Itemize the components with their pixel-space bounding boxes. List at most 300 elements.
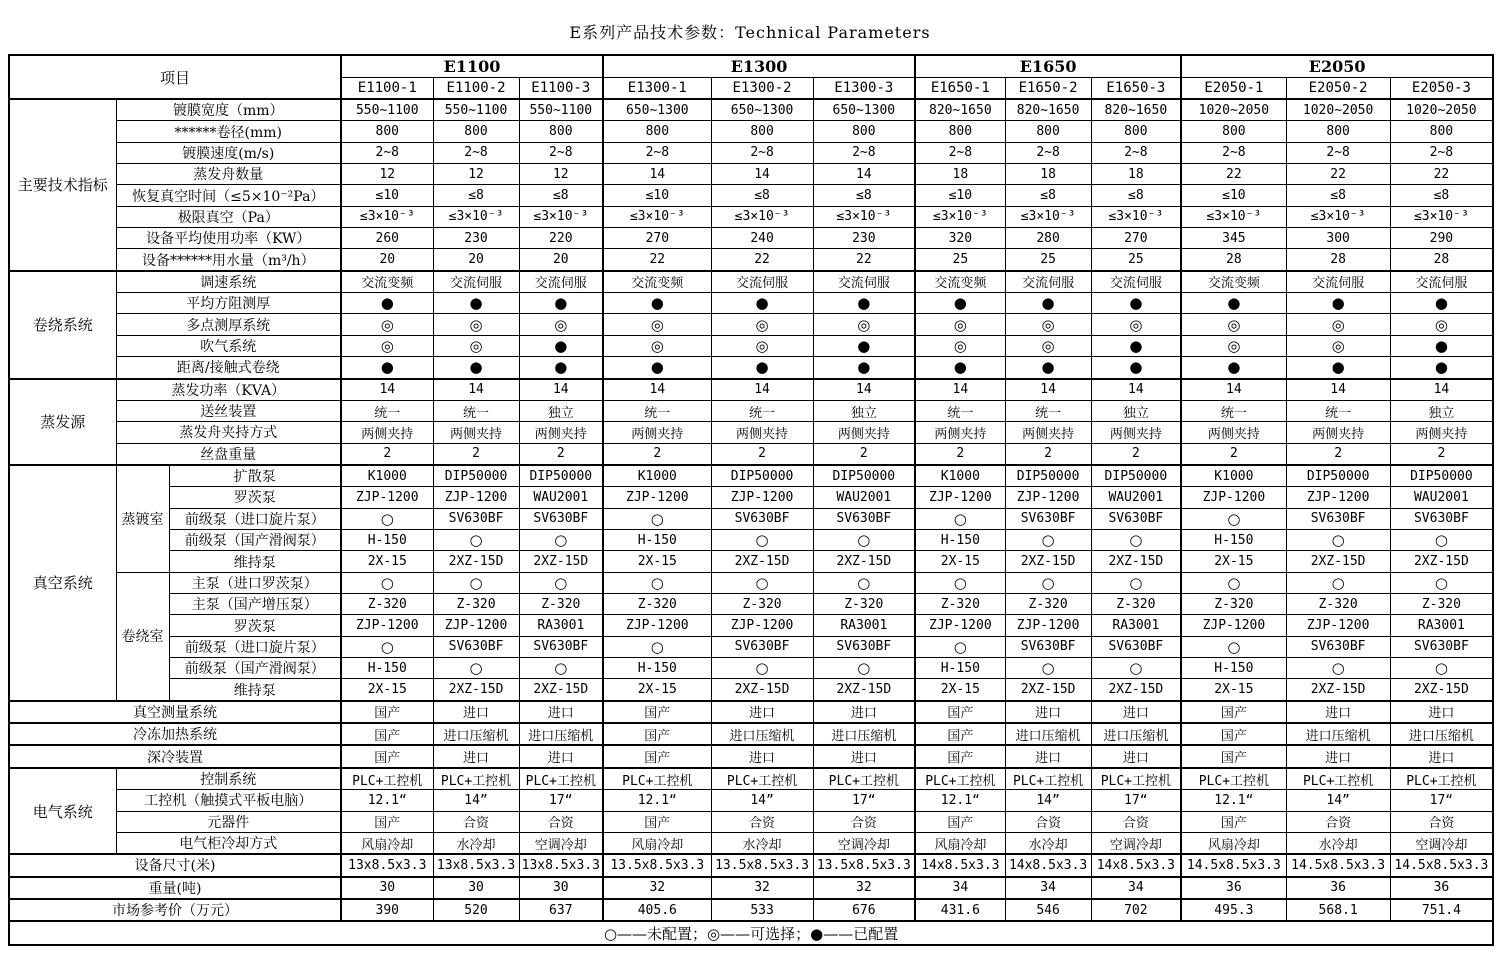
cell-value: 国产 [1181, 723, 1286, 745]
cell-value: 2 [915, 443, 1005, 465]
cell-value: ◎ [1286, 314, 1390, 335]
cell-value: 800 [813, 121, 915, 142]
cell-value: 20 [519, 249, 603, 271]
cell-value: 405.6 [603, 899, 711, 921]
cell-value: 14 [813, 379, 915, 401]
cell-value: 两侧夹持 [711, 422, 813, 443]
cell-value: ZJP-1200 [711, 615, 813, 636]
cell-value: 25 [1005, 249, 1091, 271]
cell-value: K1000 [1181, 465, 1286, 487]
cell-value: SV630BF [433, 508, 519, 529]
cell-value: 2XZ-15D [1390, 551, 1493, 572]
cell-value: 国产 [1181, 701, 1286, 723]
cell-value: ≤8 [813, 185, 915, 206]
cell-value: 12.1“ [915, 790, 1005, 811]
cell-value: PLC+工控机 [1390, 768, 1493, 790]
cell-value: 14 [1286, 379, 1390, 401]
series-header: E1300 [603, 55, 915, 77]
cell-value: ● [1091, 357, 1181, 379]
cell-value: ≤3×10⁻³ [433, 206, 519, 227]
model-header: E1300-1 [603, 77, 711, 99]
row-label: 维持泵 [169, 551, 341, 572]
row-label: 真空测量系统 [9, 701, 341, 723]
cell-value: 交流伺服 [813, 271, 915, 293]
model-header: E2050-2 [1286, 77, 1390, 99]
cell-value: ZJP-1200 [603, 615, 711, 636]
cell-value: ◎ [1091, 314, 1181, 335]
cell-value: ◎ [915, 335, 1005, 356]
cell-value: 两侧夹持 [1390, 422, 1493, 443]
cell-value: 国产 [915, 723, 1005, 745]
cell-value: H-150 [915, 529, 1005, 550]
cell-value: ● [433, 293, 519, 314]
cell-value: 2XZ-15D [711, 679, 813, 701]
cell-value: SV630BF [1091, 508, 1181, 529]
row-label: 深冷装置 [9, 745, 341, 767]
cell-value: 14 [341, 379, 433, 401]
cell-value: ≤3×10⁻³ [711, 206, 813, 227]
subsection-label: 卷绕室 [116, 572, 169, 701]
cell-value: SV630BF [813, 636, 915, 657]
cell-value: 风扇冷却 [603, 832, 711, 854]
cell-value: 2 [433, 443, 519, 465]
cell-value: RA3001 [1390, 615, 1493, 636]
cell-value: ◎ [603, 314, 711, 335]
cell-value: 国产 [915, 811, 1005, 832]
cell-value: 进口压缩机 [1390, 723, 1493, 745]
cell-value: 300 [1286, 228, 1390, 249]
cell-value: 2~8 [519, 142, 603, 163]
cell-value: 合资 [1005, 811, 1091, 832]
model-header: E1300-3 [813, 77, 915, 99]
cell-value: 2XZ-15D [711, 551, 813, 572]
cell-value: 20 [433, 249, 519, 271]
cell-value: 550~1100 [341, 99, 433, 121]
cell-value: 2 [519, 443, 603, 465]
cell-value: ● [711, 293, 813, 314]
model-header: E1650-1 [915, 77, 1005, 99]
model-header: E1650-2 [1005, 77, 1091, 99]
cell-value: ○ [341, 508, 433, 529]
row-label: 元器件 [116, 811, 341, 832]
cell-value: 2XZ-15D [1091, 551, 1181, 572]
cell-value: 230 [433, 228, 519, 249]
cell-value: 统一 [1286, 400, 1390, 421]
cell-value: 800 [711, 121, 813, 142]
cell-value: 空调冷却 [813, 832, 915, 854]
cell-value: 17“ [1091, 790, 1181, 811]
cell-value: ○ [915, 508, 1005, 529]
cell-value: 2X-15 [341, 551, 433, 572]
row-label: 前级泵（进口旋片泵） [169, 508, 341, 529]
cell-value: ● [1091, 335, 1181, 356]
cell-value: SV630BF [1390, 636, 1493, 657]
cell-value: ZJP-1200 [341, 487, 433, 508]
cell-value: 13x8.5x3.3 [341, 854, 433, 876]
cell-value: ○ [915, 636, 1005, 657]
row-label: 控制系统 [116, 768, 341, 790]
cell-value: 统一 [711, 400, 813, 421]
row-label: 平均方阻测厚 [116, 293, 341, 314]
cell-value: 合资 [711, 811, 813, 832]
cell-value: PLC+工控机 [915, 768, 1005, 790]
cell-value: 进口 [1091, 701, 1181, 723]
cell-value: 22 [813, 249, 915, 271]
cell-value: 风扇冷却 [915, 832, 1005, 854]
cell-value: 30 [341, 877, 433, 899]
cell-value: SV630BF [1286, 636, 1390, 657]
cell-value: 751.4 [1390, 899, 1493, 921]
cell-value: H-150 [341, 529, 433, 550]
cell-value: Z-320 [1091, 594, 1181, 615]
cell-value: SV630BF [711, 508, 813, 529]
cell-value: ○ [603, 572, 711, 593]
cell-value: ≤8 [711, 185, 813, 206]
cell-value: H-150 [341, 658, 433, 679]
cell-value: SV630BF [1286, 508, 1390, 529]
cell-value: 交流伺服 [1286, 271, 1390, 293]
cell-value: 两侧夹持 [433, 422, 519, 443]
cell-value: 25 [1091, 249, 1181, 271]
cell-value: 25 [915, 249, 1005, 271]
cell-value: 14 [603, 379, 711, 401]
cell-value: 交流伺服 [1005, 271, 1091, 293]
cell-value: 390 [341, 899, 433, 921]
cell-value: DIP50000 [813, 465, 915, 487]
cell-value: 2 [1286, 443, 1390, 465]
parameters-table [8, 54, 1494, 946]
cell-value: ● [1390, 335, 1493, 356]
cell-value: SV630BF [1091, 636, 1181, 657]
cell-value: ● [433, 357, 519, 379]
cell-value: 32 [711, 877, 813, 899]
cell-value: 进口 [519, 701, 603, 723]
cell-value: 650~1300 [603, 99, 711, 121]
cell-value: ZJP-1200 [1005, 487, 1091, 508]
cell-value: 13.5x8.5x3.3 [813, 854, 915, 876]
row-label: 前级泵（国产滑阀泵） [169, 658, 341, 679]
cell-value: 1020~2050 [1286, 99, 1390, 121]
cell-value: 22 [1286, 164, 1390, 185]
cell-value: 进口 [1286, 745, 1390, 767]
cell-value: 14.5x8.5x3.3 [1181, 854, 1286, 876]
row-label: 极限真空（Pa） [116, 206, 341, 227]
row-label: 镀膜宽度（mm） [116, 99, 341, 121]
cell-value: 国产 [603, 723, 711, 745]
series-header: E1650 [915, 55, 1181, 77]
cell-value: 两侧夹持 [1181, 422, 1286, 443]
cell-value: 14 [519, 379, 603, 401]
cell-value: 14x8.5x3.3 [1005, 854, 1091, 876]
row-label: 镀膜速度(m/s) [116, 142, 341, 163]
cell-value: 32 [603, 877, 711, 899]
row-label: 蒸发舟数量 [116, 164, 341, 185]
cell-value: ○ [603, 636, 711, 657]
cell-value: 260 [341, 228, 433, 249]
cell-value: 290 [1390, 228, 1493, 249]
cell-value: ○ [1005, 529, 1091, 550]
cell-value: WAU2001 [813, 487, 915, 508]
cell-value: ◎ [433, 314, 519, 335]
cell-value: 18 [915, 164, 1005, 185]
cell-value: 30 [433, 877, 519, 899]
cell-value: ● [1286, 293, 1390, 314]
cell-value: 2XZ-15D [813, 679, 915, 701]
cell-value: ● [813, 357, 915, 379]
cell-value: ◎ [1181, 335, 1286, 356]
cell-value: 空调冷却 [1091, 832, 1181, 854]
cell-value: 统一 [915, 400, 1005, 421]
cell-value: 进口 [711, 701, 813, 723]
row-label: 罗茨泵 [169, 487, 341, 508]
cell-value: 2XZ-15D [1390, 679, 1493, 701]
cell-value: 2~8 [1390, 142, 1493, 163]
cell-value: SV630BF [519, 508, 603, 529]
cell-value: 交流变频 [603, 271, 711, 293]
cell-value: DIP50000 [1286, 465, 1390, 487]
cell-value: 32 [813, 877, 915, 899]
cell-value: 270 [603, 228, 711, 249]
cell-value: 14 [711, 379, 813, 401]
cell-value: 国产 [603, 701, 711, 723]
cell-value: 进口压缩机 [433, 723, 519, 745]
cell-value: ZJP-1200 [915, 487, 1005, 508]
cell-value: ○ [1390, 529, 1493, 550]
cell-value: ◎ [341, 335, 433, 356]
cell-value: 独立 [1091, 400, 1181, 421]
cell-value: ○ [1091, 529, 1181, 550]
cell-value: 2X-15 [1181, 551, 1286, 572]
row-label: 工控机（触摸式平板电脑） [116, 790, 341, 811]
cell-value: 2X-15 [603, 551, 711, 572]
cell-value: 13.5x8.5x3.3 [603, 854, 711, 876]
cell-value: ○ [711, 529, 813, 550]
cell-value: H-150 [1181, 529, 1286, 550]
cell-value: ● [1390, 293, 1493, 314]
cell-value: PLC+工控机 [1286, 768, 1390, 790]
cell-value: PLC+工控机 [519, 768, 603, 790]
cell-value: ≤8 [1091, 185, 1181, 206]
cell-value: 28 [1390, 249, 1493, 271]
cell-value: ○ [1390, 658, 1493, 679]
legend-text: ○——未配置；◎——可选择；●——已配置 [9, 921, 1493, 945]
cell-value: 2XZ-15D [1286, 679, 1390, 701]
cell-value: ● [1286, 357, 1390, 379]
cell-value: 两侧夹持 [603, 422, 711, 443]
cell-value: 国产 [603, 811, 711, 832]
cell-value: 280 [1005, 228, 1091, 249]
cell-value: ZJP-1200 [341, 615, 433, 636]
cell-value: 533 [711, 899, 813, 921]
cell-value: 676 [813, 899, 915, 921]
cell-value: 水冷却 [1286, 832, 1390, 854]
cell-value: ◎ [1390, 314, 1493, 335]
cell-value: ◎ [341, 314, 433, 335]
cell-value: ≤3×10⁻³ [519, 206, 603, 227]
cell-value: Z-320 [603, 594, 711, 615]
cell-value: 820~1650 [915, 99, 1005, 121]
cell-value: 2 [813, 443, 915, 465]
cell-value: 统一 [1005, 400, 1091, 421]
cell-value: 国产 [1181, 745, 1286, 767]
cell-value: 800 [1005, 121, 1091, 142]
cell-value: Z-320 [1286, 594, 1390, 615]
cell-value: 34 [1005, 877, 1091, 899]
cell-value: 12.1“ [603, 790, 711, 811]
cell-value: ZJP-1200 [1286, 615, 1390, 636]
cell-value: 合资 [1390, 811, 1493, 832]
cell-value: 17“ [813, 790, 915, 811]
cell-value: 12.1“ [341, 790, 433, 811]
section-label: 主要技术指标 [9, 99, 116, 271]
cell-value: DIP50000 [1091, 465, 1181, 487]
cell-value: ● [603, 357, 711, 379]
cell-value: 交流伺服 [1091, 271, 1181, 293]
cell-value: ○ [813, 572, 915, 593]
cell-value: SV630BF [433, 636, 519, 657]
cell-value: 2X-15 [915, 679, 1005, 701]
cell-value: ZJP-1200 [1181, 615, 1286, 636]
row-label: 扩散泵 [169, 465, 341, 487]
cell-value: ● [341, 293, 433, 314]
cell-value: PLC+工控机 [1181, 768, 1286, 790]
cell-value: 14 [1181, 379, 1286, 401]
cell-value: ○ [433, 572, 519, 593]
cell-value: 800 [603, 121, 711, 142]
cell-value: 2X-15 [341, 679, 433, 701]
cell-value: 2XZ-15D [433, 551, 519, 572]
cell-value: 进口 [1390, 745, 1493, 767]
cell-value: 2~8 [711, 142, 813, 163]
cell-value: 进口 [813, 701, 915, 723]
cell-value: 14 [603, 164, 711, 185]
cell-value: ● [1181, 293, 1286, 314]
cell-value: 22 [1390, 164, 1493, 185]
cell-value: ◎ [711, 314, 813, 335]
cell-value: ○ [433, 529, 519, 550]
cell-value: ○ [1286, 529, 1390, 550]
cell-value: RA3001 [1091, 615, 1181, 636]
cell-value: H-150 [1181, 658, 1286, 679]
cell-value: ○ [433, 658, 519, 679]
cell-value: ○ [1390, 572, 1493, 593]
model-header: E2050-1 [1181, 77, 1286, 99]
cell-value: 320 [915, 228, 1005, 249]
cell-value: 2 [603, 443, 711, 465]
cell-value: 220 [519, 228, 603, 249]
cell-value: 800 [519, 121, 603, 142]
cell-value: ● [519, 335, 603, 356]
cell-value: 进口压缩机 [519, 723, 603, 745]
cell-value: RA3001 [519, 615, 603, 636]
cell-value: ○ [1286, 658, 1390, 679]
cell-value: 进口 [1005, 701, 1091, 723]
cell-value: 2XZ-15D [1005, 551, 1091, 572]
section-label: 电气系统 [9, 768, 116, 854]
cell-value: 水冷却 [711, 832, 813, 854]
row-label: 主泵（进口罗茨泵） [169, 572, 341, 593]
cell-value: 两侧夹持 [1091, 422, 1181, 443]
cell-value: ZJP-1200 [711, 487, 813, 508]
cell-value: 36 [1286, 877, 1390, 899]
row-label: 恢复真空时间（≤5×10⁻²Pa） [116, 185, 341, 206]
cell-value: DIP50000 [519, 465, 603, 487]
cell-value: K1000 [603, 465, 711, 487]
cell-value: ● [1390, 357, 1493, 379]
row-label: 前级泵（进口旋片泵） [169, 636, 341, 657]
cell-value: 进口 [1005, 745, 1091, 767]
row-label: 多点测厚系统 [116, 314, 341, 335]
cell-value: ○ [711, 572, 813, 593]
cell-value: ● [813, 293, 915, 314]
cell-value: 风扇冷却 [1181, 832, 1286, 854]
cell-value: ● [341, 357, 433, 379]
cell-value: 650~1300 [813, 99, 915, 121]
cell-value: 13x8.5x3.3 [519, 854, 603, 876]
cell-value: ≤8 [1286, 185, 1390, 206]
cell-value: 22 [1181, 164, 1286, 185]
cell-value: 800 [341, 121, 433, 142]
row-label: 设备平均使用功率（KW） [116, 228, 341, 249]
cell-value: 合资 [813, 811, 915, 832]
cell-value: 2X-15 [915, 551, 1005, 572]
cell-value: ZJP-1200 [1181, 487, 1286, 508]
cell-value: 独立 [519, 400, 603, 421]
cell-value: 2~8 [341, 142, 433, 163]
row-label: 吹气系统 [116, 335, 341, 356]
cell-value: 进口 [813, 745, 915, 767]
cell-value: Z-320 [1390, 594, 1493, 615]
cell-value: ≤10 [603, 185, 711, 206]
cell-value: 交流变频 [341, 271, 433, 293]
cell-value: 进口 [433, 701, 519, 723]
cell-value: 独立 [1390, 400, 1493, 421]
model-header: E1650-3 [1091, 77, 1181, 99]
cell-value: ≤3×10⁻³ [341, 206, 433, 227]
cell-value: 13x8.5x3.3 [433, 854, 519, 876]
subsection-label: 蒸镀室 [116, 465, 169, 572]
cell-value: 2~8 [1091, 142, 1181, 163]
cell-value: 两侧夹持 [915, 422, 1005, 443]
cell-value: 34 [1091, 877, 1181, 899]
cell-value: 345 [1181, 228, 1286, 249]
cell-value: ≤3×10⁻³ [1390, 206, 1493, 227]
cell-value: ● [915, 357, 1005, 379]
cell-value: ○ [1181, 508, 1286, 529]
cell-value: ● [603, 293, 711, 314]
cell-value: 34 [915, 877, 1005, 899]
cell-value: 交流伺服 [433, 271, 519, 293]
cell-value: ○ [1181, 636, 1286, 657]
cell-value: ○ [341, 572, 433, 593]
cell-value: K1000 [915, 465, 1005, 487]
cell-value: ○ [1181, 572, 1286, 593]
row-label: 调速系统 [116, 271, 341, 293]
cell-value: ● [915, 293, 1005, 314]
cell-value: 进口压缩机 [1286, 723, 1390, 745]
cell-value: 进口压缩机 [1091, 723, 1181, 745]
cell-value: 22 [711, 249, 813, 271]
cell-value: 两侧夹持 [1286, 422, 1390, 443]
cell-value: 统一 [603, 400, 711, 421]
row-label: 设备******用水量（m³/h） [116, 249, 341, 271]
cell-value: 2 [1181, 443, 1286, 465]
cell-value: SV630BF [813, 508, 915, 529]
row-label: ******卷径(mm) [116, 121, 341, 142]
cell-value: 820~1650 [1005, 99, 1091, 121]
cell-value: 240 [711, 228, 813, 249]
cell-value: 2~8 [1181, 142, 1286, 163]
